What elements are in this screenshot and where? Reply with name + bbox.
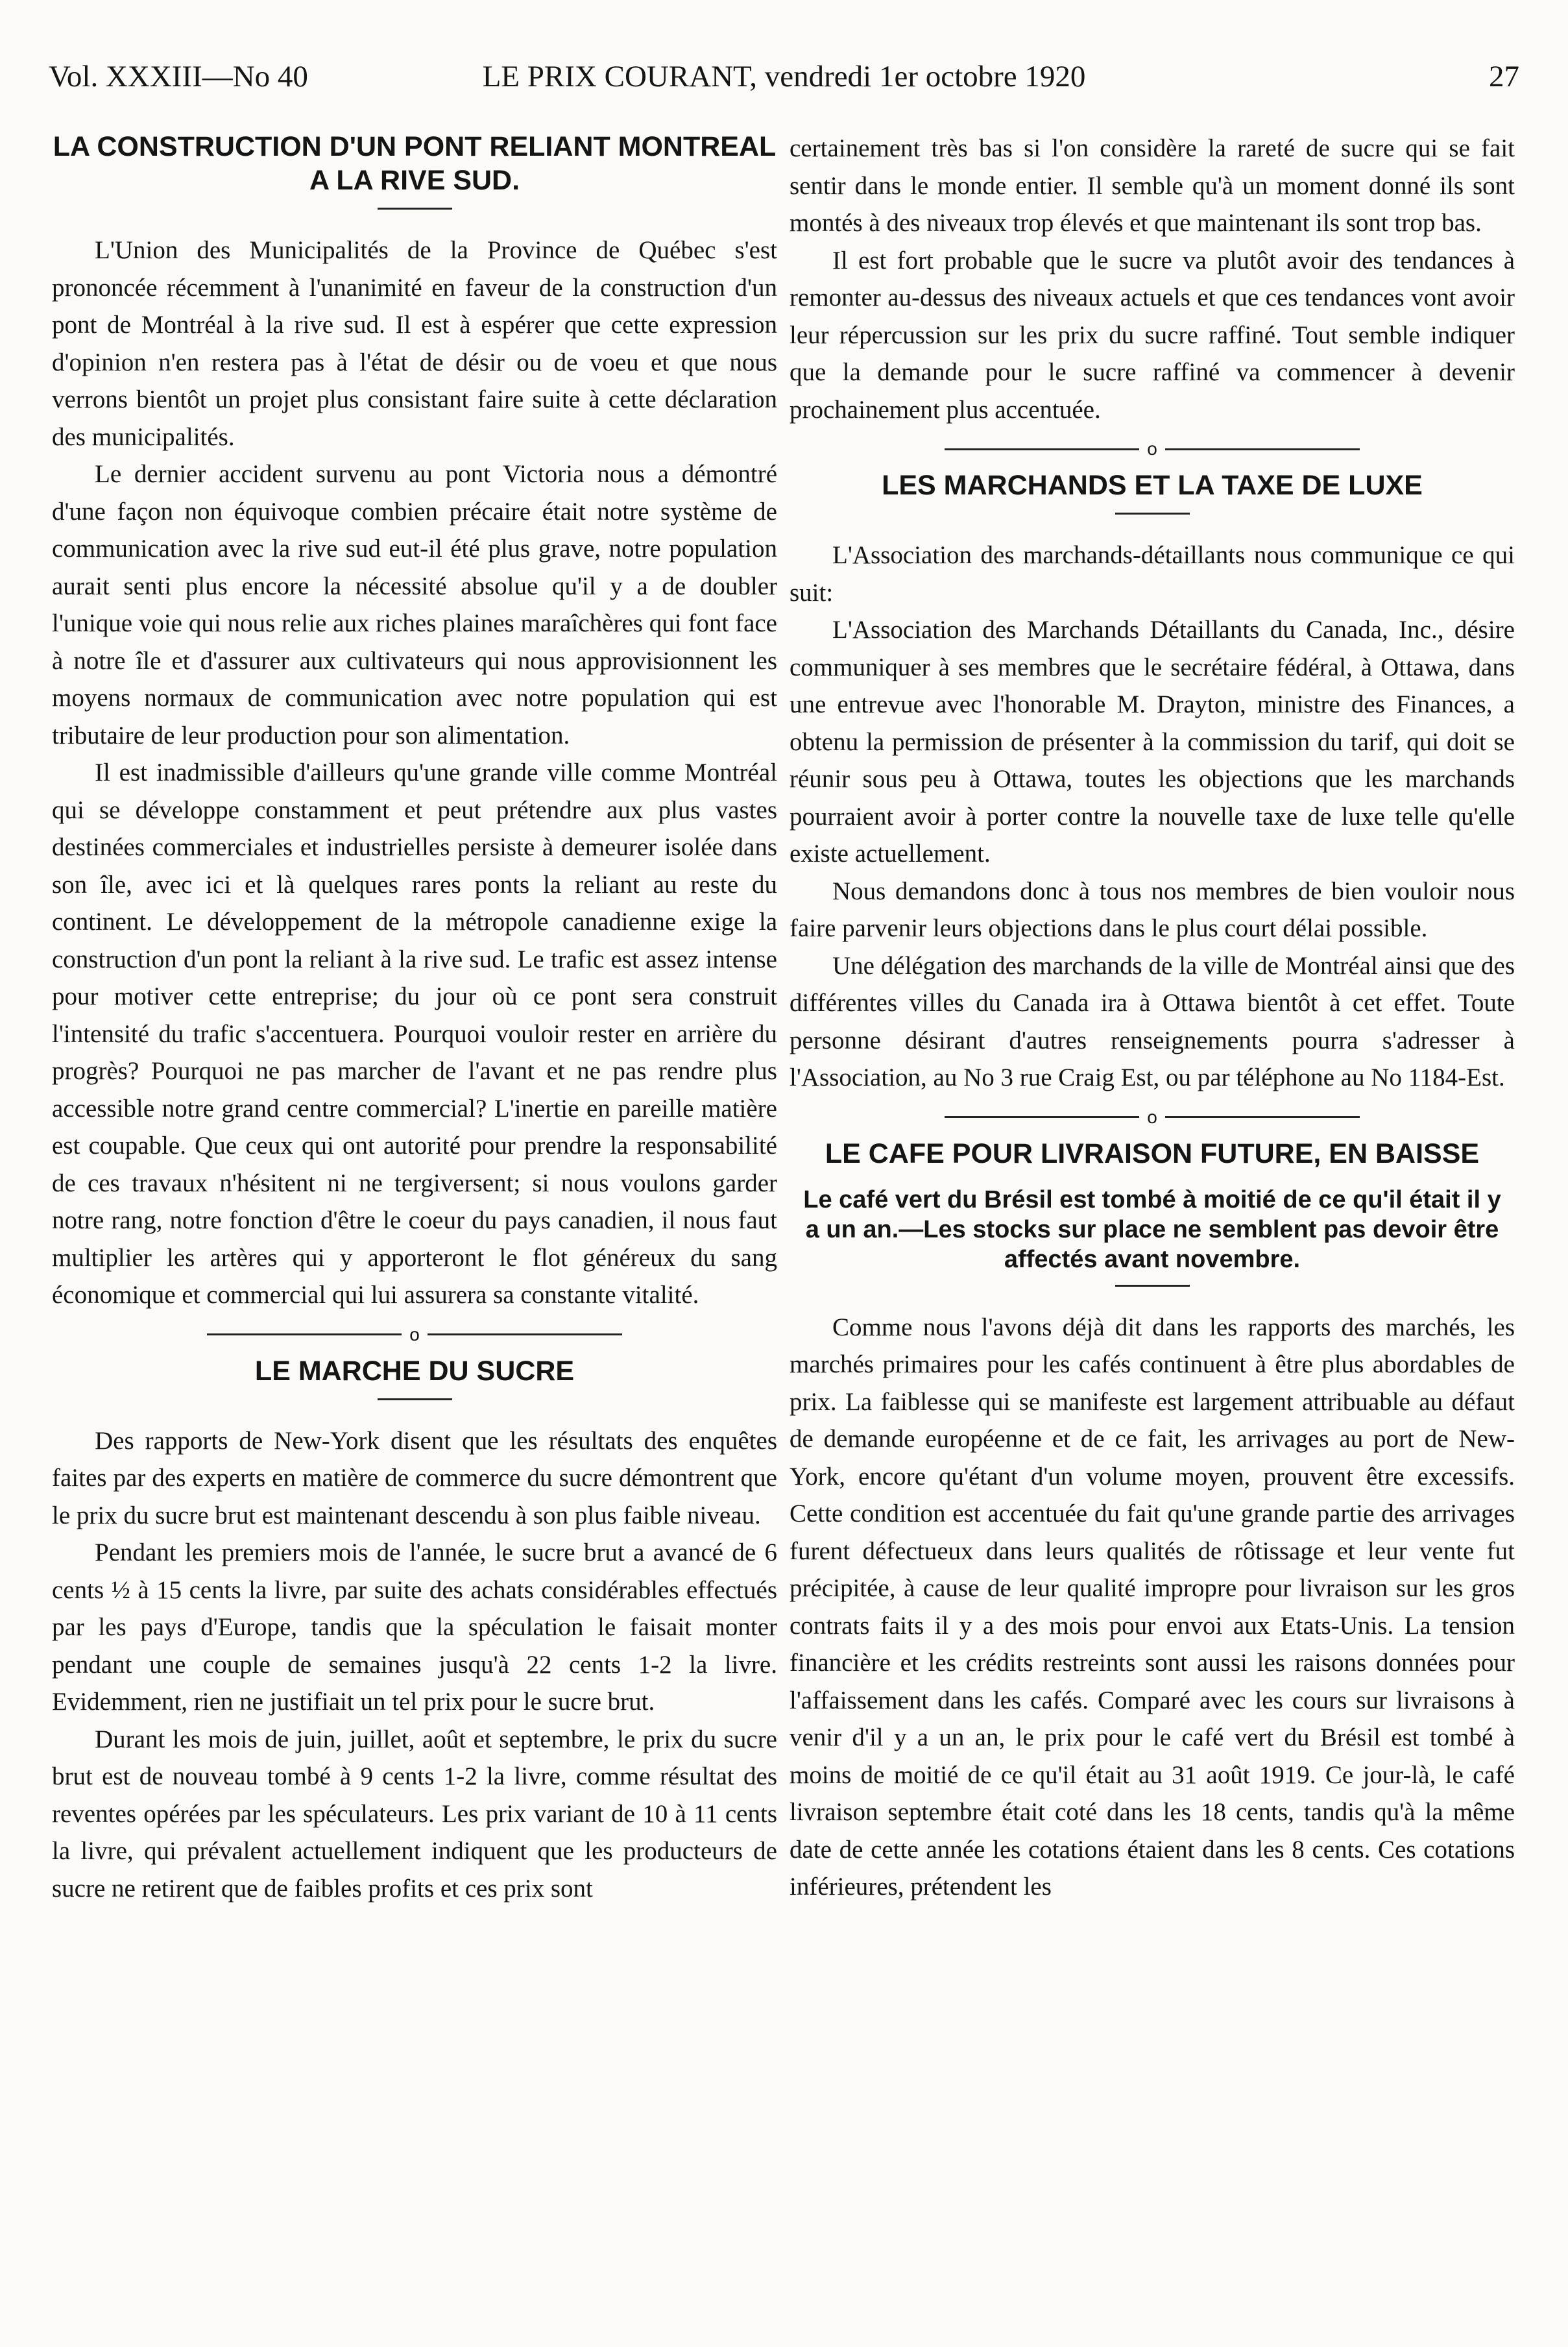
article-title-luxury-tax: LES MARCHANDS ET LA TAXE DE LUXE	[882, 470, 1423, 501]
paragraph: certainement très bas si l'on considère la rareté de sucre qui se fait sentir dans le monde entier. Il semble qu'à un moment donné ils sont montés à des niveaux trop élevés et que maintenant ils sont trop bas.	[790, 134, 1515, 237]
article-title-coffee: LE CAFE POUR LIVRAISON FUTURE, EN BAISSE	[825, 1137, 1480, 1169]
article-coffee	[790, 1137, 1515, 1906]
article-title-bridge: LA CONSTRUCTION D'UN PONT RELIANT MONTREAL A LA RIVE SUD.	[53, 131, 777, 196]
paragraph: Nous demandons donc à tous nos membres de bien vouloir nous faire parvenir leurs objections dans le plus court délai possible.	[790, 877, 1515, 942]
title-rule	[378, 208, 452, 210]
right-column	[790, 130, 1515, 1906]
left-column	[52, 130, 777, 1907]
title-rule	[1115, 1285, 1190, 1287]
paragraph: Une délégation des marchands de la ville de Montréal ainsi que des différentes villes du Canada ira à Ottawa bientôt à cet effet. Toute personne désirant d'autres renseignements pourra s'adresser à l'Association, au No 3 rue Craig Est, ou par téléphone au No 1184-Est.	[790, 951, 1515, 1091]
divider-line	[207, 1333, 402, 1335]
divider-mark: o	[1147, 439, 1157, 459]
paragraph: Le dernier accident survenu au pont Victoria nous a démontré d'une façon non équivoque combien précaire était notre système de communication avec la rive sud eut-il été plus grave, notre population aurait senti plus encore la nécessité absolue qu'il y a de doubler l'unique voie qui nous relie aux riches plaines maraîchères qui font face à notre île et d'assurer aux cultivateurs qui nous approvisionnent les moyens normaux de communication avec notre population qui est tributaire de leur production pour son alimentation.	[52, 460, 777, 749]
title-rule	[378, 1398, 452, 1400]
page-number: 27	[1489, 60, 1519, 93]
divider-line	[1165, 448, 1360, 450]
section-divider	[52, 1326, 777, 1344]
article-bridge	[52, 130, 777, 1314]
paragraph: L'Association des marchands-détaillants nous communique ce qui suit:	[790, 541, 1515, 607]
paragraph: Il est inadmissible d'ailleurs qu'une grande ville comme Montréal qui se développe constamment et peut prétendre aux plus vastes destinées commerciales et industrielles persiste à demeurer isolée dans son île, avec ici et là quelques rares ponts la reliant au reste du continent. Le développement de la métropole canadienne exige la construction d'un pont la reliant à la rive sud. Le trafic est assez intense pour motiver cette entreprise; du jour où ce pont sera construit l'intensité du trafic s'accentuera. Pourquoi vouloir rester en arrière du progrès? Pourquoi ne pas marcher de l'avant et ne pas rendre plus accessible notre grand centre commercial? L'inertie en pareille matière est coupable. Que ceux qui ont autorité pour prendre la responsabilité de ces travaux n'hésitent ni ne tergiversent; si nous voulons garder notre rang, notre fonction d'être le coeur du pays canadien, il nous faut multiplier les artères qui y apporteront le flot généreux du sang économique et commercial qui lui assurera sa constante vitalité.	[52, 759, 777, 1309]
article-sugar-market	[52, 1354, 777, 1908]
paragraph: Comme nous l'avons déjà dit dans les rapports des marchés, les marchés primaires pour les cafés continuent à être plus abordables de prix. La faiblesse qui se manifeste est largement attribuable au défaut de demande européenne et de ce fait, les arrivages au port de New-York, encore qu'étant d'un volume moyen, prouvent être excessifs. Cette condition est accentuée du fait qu'une grande partie des arrivages furent défectueux dans leurs qualités de rôtissage et leur vente fut précipitée, à cause de leur qualité impropre pour livraison sur les gros contrats faits il y a des mois pour envoi aux Etats-Unis. La tension financière et les crédits restreints sont aussi les raisons données pour l'affaissement dans les cafés. Comparé avec les cours sur livraisons à venir d'il y a un an, le prix pour le café vert du Brésil est tombé à moins de moitié de ce qu'il était au 31 août 1919. Ce jour-là, le café livraison septembre était coté dans les 18 cents, tandis qu'à la même date de cette année les cotations étaient dans les 8 cents. Ces cotations inférieures, prétendent les	[790, 1313, 1515, 1901]
section-divider	[790, 1108, 1515, 1126]
paragraph: L'Union des Municipalités de la Province de Québec s'est prononcée récemment à l'unanimité en faveur de la construction d'un pont de Montréal à la rive sud. Il est à espérer que cette expression d'opinion n'en restera pas à l'état de désir ou de voeu et que nous verrons bientôt un projet plus consistant faire suite à cette déclaration des municipalités.	[52, 236, 777, 451]
article-title-sugar: LE MARCHE DU SUCRE	[254, 1355, 575, 1387]
paragraph: Des rapports de New-York disent que les résultats des enquêtes faites par des experts en matière de commerce du sucre démontrent que le prix du sucre brut est maintenant descendu à son plus faible niveau.	[52, 1426, 777, 1529]
section-divider	[790, 440, 1515, 458]
divider-mark: o	[409, 1324, 420, 1344]
divider-line	[945, 448, 1139, 450]
publication-title: LE PRIX COURANT, vendredi 1er octobre 1920	[482, 60, 1086, 93]
volume-number: Vol. XXXIII—No 40	[49, 60, 308, 93]
paragraph: L'Association des Marchands Détaillants du Canada, Inc., désire communiquer à ses membres que le secrétaire fédéral, à Ottawa, dans une entrevue avec l'honorable M. Drayton, ministre des Finances, a obtenu la permission de présenter à la commission du tarif, qui doit se réunir sous peu à Ottawa, toutes les objections que les marchands pourraient avoir à porter contre la nouvelle taxe de luxe telle qu'elle existe actuellement.	[790, 616, 1515, 868]
title-rule	[1115, 513, 1190, 515]
sugar-continuation	[790, 130, 1515, 428]
divider-line	[1165, 1116, 1360, 1118]
running-header	[49, 62, 1519, 107]
paragraph: Durant les mois de juin, juillet, août et septembre, le prix du sucre brut est de nouveau tombé à 9 cents 1-2 la livre, comme résultat des reventes opérées par les spéculateurs. Les prix variant de 10 à 11 cents la livre, qui prévalent actuellement indiquent que les producteurs de sucre ne retirent que de faibles profits et ces prix sont	[52, 1725, 777, 1903]
paragraph: Pendant les premiers mois de l'année, le sucre brut a avancé de 6 cents ½ à 15 cents la livre, par suite des achats considérables effectués par les pays d'Europe, tandis que la spéculation le faisait monter pendant une couple de semaines jusqu'à 22 cents 1-2 la livre. Evidemment, rien ne justifiait un tel prix pour le sucre brut.	[52, 1538, 777, 1716]
paragraph: Il est fort probable que le sucre va plutôt avoir des tendances à remonter au-dessus des niveaux actuels et que ces tendances vont avoir leur répercussion sur les prix du sucre raffiné. Tout semble indiquer que la demande pour le sucre raffiné va commencer à devenir prochainement plus accentuée.	[790, 246, 1515, 424]
divider-mark: o	[1147, 1106, 1157, 1127]
article-luxury-tax	[790, 468, 1515, 1097]
divider-line	[428, 1333, 622, 1335]
article-deck: Le café vert du Brésil est tombé à moitié de ce qu'il était il y a un an.—Les stocks sur place ne semblent pas devoir être affectés avant novembre.	[803, 1186, 1501, 1273]
divider-line	[945, 1116, 1139, 1118]
